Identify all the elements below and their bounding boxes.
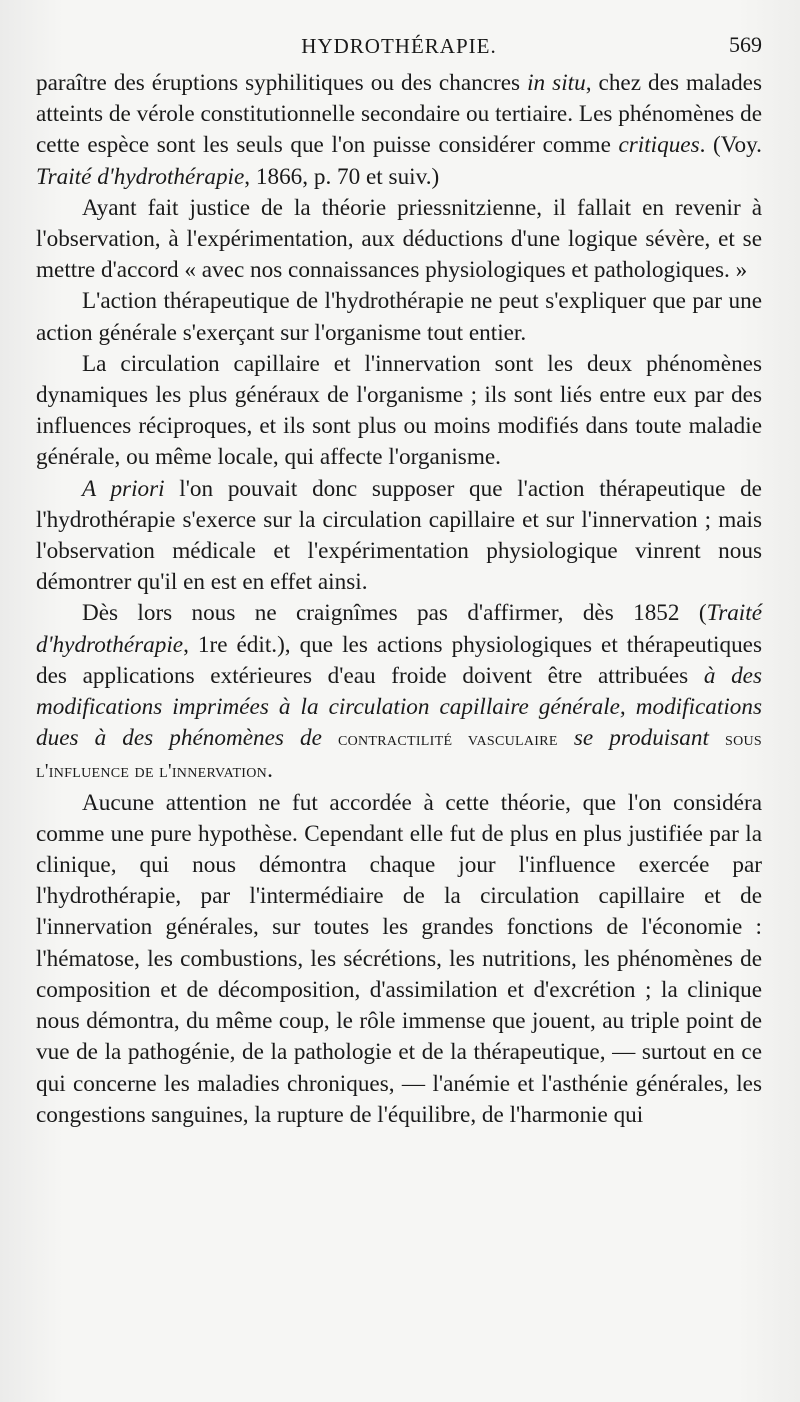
text-run: Ayant fait justice de la théorie priessnitzienne, il fallait en revenir à l'observation, à l'expérimentation, aux déductions d'une logique sévère, et se mettre d'accord « avec nos connaissances physiologiques et pathologiques. »	[36, 194, 762, 284]
paragraph	[36, 349, 762, 474]
page-number: 569	[729, 32, 762, 57]
text-run: paraître des éruptions syphilitiques ou des chancres	[36, 70, 528, 96]
running-head	[36, 28, 762, 68]
text-run: . (Voy.	[699, 132, 762, 159]
text-run: , 1re édit.), que les actions physiologiques et thérapeutiques des applications extérieures d'eau froide doivent être attribuées	[36, 631, 762, 689]
text-run: , chez des malades atteints de vérole constitutionnelle secondaire ou tertiaire. Les phénomènes de cette espèce sont les seuls que l'on puisse considérer comme	[36, 70, 762, 159]
paragraph	[36, 193, 762, 287]
text-run	[322, 725, 338, 751]
small-caps-run: sous l'influence de l'innervation	[36, 728, 762, 783]
small-caps-run: contractilité vasculaire	[337, 728, 558, 751]
body-text	[36, 68, 762, 1131]
italic-run: critiques	[618, 132, 700, 159]
italic-run: in situ	[527, 70, 586, 96]
paragraph	[36, 474, 762, 599]
text-run: l'on pouvait donc supposer que l'action thérapeutique de l'hydrothérapie s'exerce sur la circulation capillaire et sur l'innervation ; mais l'observation médicale et l'expérimentation physiologique vinrent nous démontrer qu'il en est en effet ainsi.	[36, 475, 762, 596]
paragraph	[36, 286, 762, 348]
text-run: L'action thérapeutique de l'hydrothérapie ne peut s'expliquer que par une action générale s'exerçant sur l'organisme tout entier.	[36, 288, 762, 346]
italic-run: Traité d'hydrothérapie	[36, 600, 762, 658]
italic-run: Traité d'hydrothérapie	[36, 163, 245, 190]
paragraph	[36, 788, 762, 1131]
text-run: .	[267, 757, 273, 784]
text-run: Dès lors nous ne craignîmes pas d'affirmer, dès 1852 (	[82, 600, 707, 627]
italic-run: A priori	[82, 475, 165, 502]
text-run	[709, 725, 725, 751]
italic-run: se produisant	[573, 725, 709, 752]
italic-run: à des modifications imprimées à la circulation capillaire générale, modifications dues à des phénomènes de	[36, 662, 762, 752]
text-run	[558, 725, 574, 751]
running-title: HYDROTHÉRAPIE.	[301, 34, 497, 58]
paragraph	[36, 598, 762, 787]
text-run: Aucune attention ne fut accordée à cette théorie, que l'on considéra comme une pure hypothèse. Cependant elle fut de plus en plus justifiée par la clinique, qui nous démontra chaque jour l'influence exercée par l'hydrothérapie, par l'intermédiaire de la circulation capillaire et de l'innervation générales, sur toutes les grandes fonctions de l'économie : l'hématose, les combustions, les sécrétions, les nutritions, les phénomènes de composition et de décomposition, d'assimilation et d'excrétion ; la clinique nous démontra, du même coup, le rôle immense que jouent, au triple point de vue de la pathogénie, de la pathologie et de la thérapeutique, — surtout en ce qui concerne les maladies chroniques, — l'anémie et l'asthénie générales, les congestions sanguines, la rupture de l'équilibre, de l'harmonie qui	[36, 789, 762, 1128]
paragraph	[36, 68, 762, 193]
text-run: La circulation capillaire et l'innervation sont les deux phénomènes dynamiques les plus généraux de l'organisme ; ils sont liés entre eux par des influences réciproques, et ils sont plus ou moins modifiés dans toute maladie générale, ou même locale, qui affecte l'organisme.	[36, 350, 762, 471]
text-run: , 1866, p. 70 et suiv.)	[244, 163, 440, 190]
